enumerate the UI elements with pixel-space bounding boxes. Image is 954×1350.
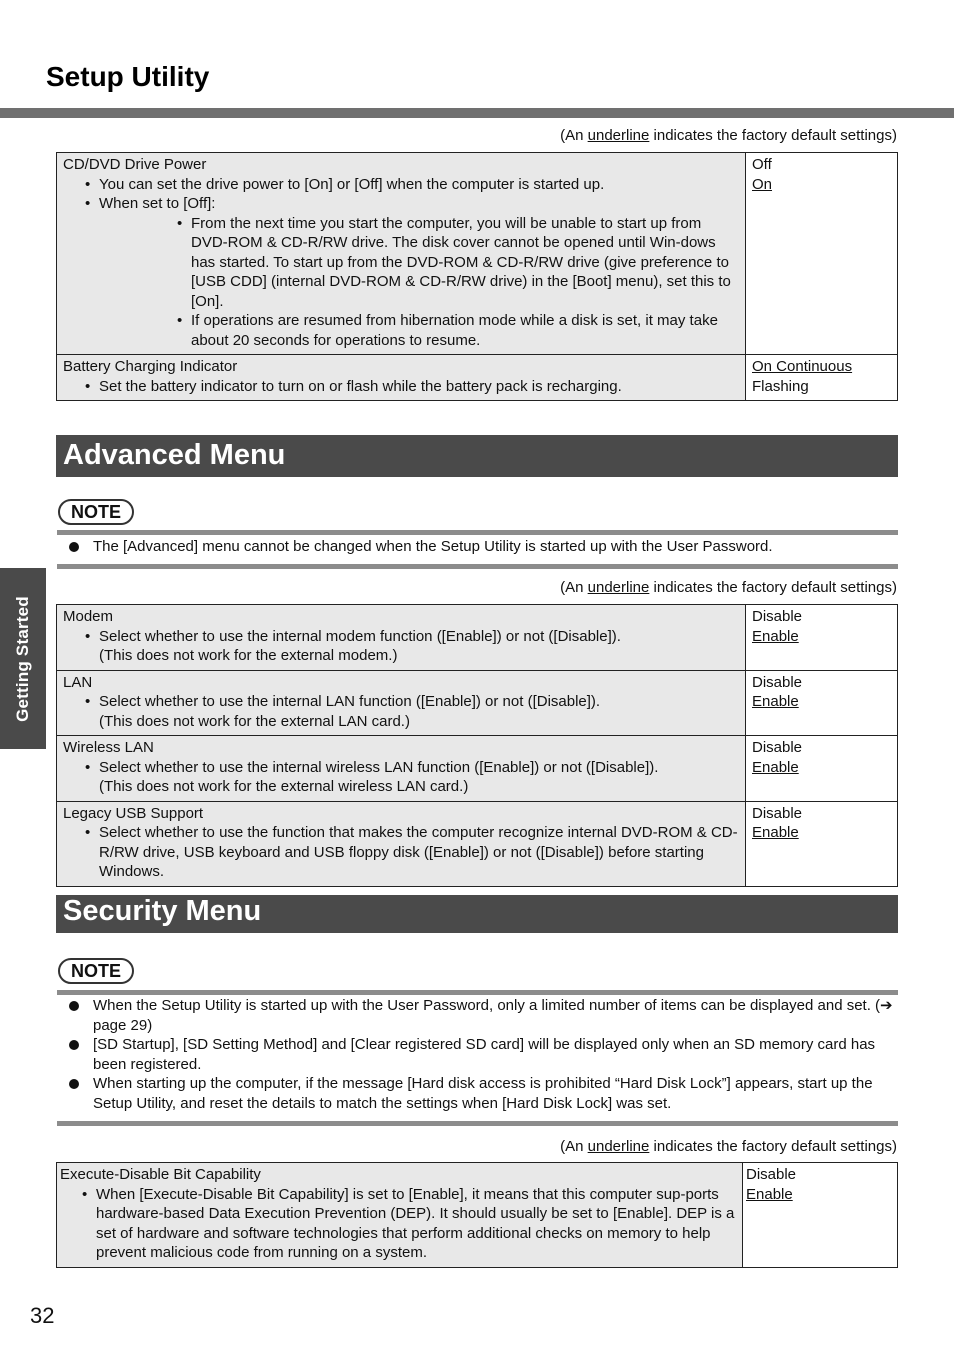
- option-value: Disable: [752, 608, 803, 625]
- bullet-dot-icon: [69, 1001, 79, 1011]
- side-tab: [0, 568, 46, 749]
- setting-description: [57, 736, 746, 802]
- option-value: Flashing: [752, 377, 809, 395]
- setting-description: [57, 605, 746, 671]
- option-value-default: On Continuous: [752, 358, 853, 375]
- setting-title: LAN: [63, 673, 93, 691]
- note-badge: NOTE: [58, 958, 134, 984]
- note-item: [SD Startup], [SD Setting Method] and [Clear registered SD card] will be displayed only when an SD memory card has been registered.: [57, 1035, 897, 1074]
- setting-title: Execute-Disable Bit Capability: [60, 1166, 261, 1183]
- setting-description: [57, 670, 746, 736]
- title-rule: [0, 108, 954, 118]
- option-value-default: Enable: [752, 758, 799, 776]
- page-number: 32: [30, 1303, 55, 1328]
- option-value: Off: [752, 156, 772, 173]
- settings-table-advanced: [56, 604, 898, 887]
- section-heading-advanced: Advanced Menu: [56, 435, 898, 477]
- option-value: Disable: [746, 1166, 797, 1183]
- setting-title: CD/DVD Drive Power: [63, 156, 207, 173]
- table-row: [57, 153, 898, 355]
- bullet-item: • Select whether to use the internal wireless LAN function ([Enable]) or not ([Disable]). (This does not work for the external wireless LAN card.): [63, 758, 739, 797]
- option-value-default: On: [752, 175, 773, 193]
- setting-options: [746, 605, 898, 671]
- option-value-default: Enable: [752, 627, 799, 645]
- bullet-dot-icon: [69, 1040, 79, 1050]
- settings-table-security: [56, 1162, 898, 1268]
- bullet-dot-icon: [69, 1079, 79, 1089]
- sub-bullet-item: • If operations are resumed from hibernation mode while a disk is set, it may take about 20 seconds for operations to resume.: [63, 311, 739, 350]
- option-value-default: Enable: [752, 824, 799, 841]
- setting-description: [57, 355, 746, 401]
- default-settings-note: (An underline indicates the factory default settings): [560, 1138, 897, 1155]
- setting-options: [746, 736, 898, 802]
- bullet-item: • Select whether to use the internal LAN function ([Enable]) or not ([Disable]). (This does not work for the external LAN card.): [63, 692, 739, 731]
- setting-options: [746, 670, 898, 736]
- option-value-default: Enable: [746, 1185, 793, 1203]
- bullet-item: • Select whether to use the function that makes the computer recognize internal DVD-ROM & CD-R/RW drive, USB keyboard and USB floppy disk ([Enable]) or not ([Disable]) before starting Windows.: [63, 823, 739, 882]
- bullet-dot-icon: [69, 542, 79, 552]
- note-item: The [Advanced] menu cannot be changed when the Setup Utility is started up with the User Password.: [57, 537, 897, 557]
- setting-title: Legacy USB Support: [63, 804, 204, 822]
- side-tab-label: Getting Started: [13, 595, 33, 722]
- option-value: Disable: [752, 804, 803, 822]
- table-row: [57, 355, 898, 401]
- default-settings-note: (An underline indicates the factory default settings): [560, 579, 897, 596]
- option-value: Disable: [752, 739, 803, 756]
- bullet-item: • You can set the drive power to [On] or [Off] when the computer is started up.: [63, 175, 739, 195]
- bullet-item: • Set the battery indicator to turn on or flash while the battery pack is recharging.: [63, 377, 739, 397]
- setting-options: [746, 801, 898, 886]
- setting-description: [57, 153, 746, 355]
- table-row: [57, 605, 898, 671]
- bullet-item: • When [Execute-Disable Bit Capability] is set to [Enable], it means that this computer sup-ports hardware-based Data Execution Prevention (DEP). It should usually be set to [Enable]. DEP is a set of hardware and software technologies that perform additional checks on memory to help prevent malicious code from running on a system.: [60, 1185, 736, 1263]
- setting-title: Modem: [63, 608, 114, 625]
- note-item: When starting up the computer, if the message [Hard disk access is prohibited “Hard Disk Lock”] appears, start up the Setup Utility, and reset the details to match the settings when [Hard Disk Lock] was set.: [57, 1074, 897, 1113]
- option-value-default: Enable: [752, 693, 799, 710]
- note-rule: [57, 990, 898, 995]
- setting-description: [57, 1163, 743, 1268]
- note-rule: [57, 1121, 898, 1126]
- note-list: [57, 996, 897, 1113]
- option-value: Disable: [752, 673, 803, 691]
- note-badge: NOTE: [58, 499, 134, 525]
- setting-options: [743, 1163, 898, 1268]
- default-settings-note: (An underline indicates the factory default settings): [560, 127, 897, 144]
- bullet-item: • Select whether to use the internal modem function ([Enable]) or not ([Disable]). (This does not work for the external modem.): [63, 627, 739, 666]
- sub-bullet-item: • From the next time you start the computer, you will be unable to start up from DVD-ROM & CD-R/RW drive. The disk cover cannot be opened until Win-dows has started. To start up from the DVD-ROM & CD-R/RW drive (give preference to [USB CDD] (internal DVD-ROM & CD-R/RW drive) in the [Boot] menu), set this to [On].: [63, 214, 739, 312]
- table-row: [57, 801, 898, 886]
- table-row: [57, 670, 898, 736]
- setting-options: [746, 355, 898, 401]
- note-list: [57, 537, 897, 557]
- note-item: When the Setup Utility is started up with the User Password, only a limited number of items can be displayed and set. (➔ page 29): [57, 996, 897, 1035]
- table-row: [57, 736, 898, 802]
- arrow-right-icon: ➔: [880, 997, 893, 1014]
- page-title: Setup Utility: [46, 61, 210, 92]
- note-rule: [57, 564, 898, 569]
- section-heading-security: Security Menu: [56, 895, 898, 933]
- setting-description: [57, 801, 746, 886]
- settings-table-main: [56, 152, 898, 401]
- bullet-item: • When set to [Off]:: [63, 194, 739, 214]
- table-row: [57, 1163, 898, 1268]
- note-rule: [57, 530, 898, 535]
- setting-title: Wireless LAN: [63, 739, 154, 756]
- setting-options: [746, 153, 898, 355]
- setting-title: Battery Charging Indicator: [63, 358, 238, 375]
